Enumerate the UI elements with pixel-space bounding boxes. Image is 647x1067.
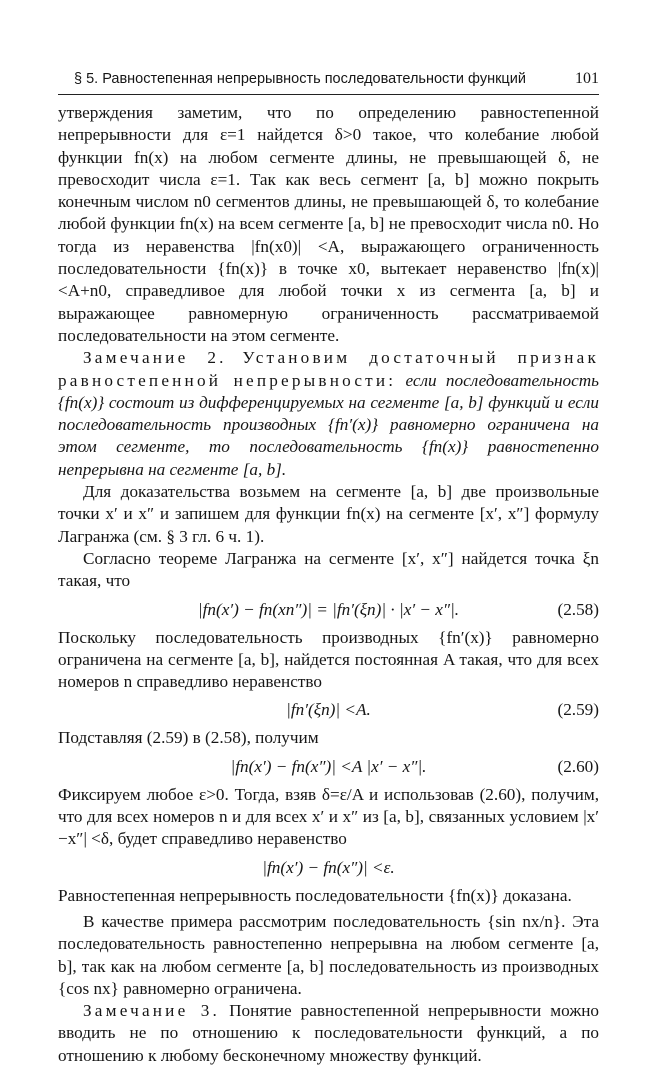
equation-2-59-expression: |fn′(ξn)| <A. — [286, 700, 371, 720]
remark-2-lead: Установим достаточный признак равностепенной непрерывности: — [58, 348, 600, 390]
page-number: 101 — [575, 70, 599, 87]
remark-3 — [58, 1000, 599, 1067]
proof-paragraph-3: Поскольку последовательность производных {fn′(x)} равномерно ограничена на сегменте [a, b], найдется постоянная A такая, что для всех номеров n справедливо неравенство — [58, 627, 599, 692]
proof-paragraph-6: Равностепенная непрерывность последовательности {fn(x)} доказана. — [58, 885, 572, 905]
page-header — [58, 64, 599, 95]
proof-paragraph-2: Согласно теореме Лагранжа на сегменте [x′, x″] найдется точка ξn такая, что — [58, 548, 599, 591]
equation-2-60 — [58, 750, 599, 784]
equation-final — [58, 851, 599, 885]
equation-2-59 — [58, 693, 599, 727]
equation-2-58-number: (2.58) — [557, 599, 599, 619]
remark-3-label: Замечание 3. — [83, 1001, 221, 1021]
proof-paragraph-4: Подставляя (2.59) в (2.58), получим — [58, 728, 319, 748]
equation-2-58-expression: |fn(x′) − fn(xn″)| = |fn′(ξn)| · |x′ − x″|. — [197, 599, 460, 619]
proof-paragraph-1: Для доказательства возьмем на сегменте [a, b] две произвольные точки x′ и x″ и запишем для функции fn(x) на сегменте [x′, x″] формулу Лагранжа (см. § 3 гл. 6 ч. 1). — [58, 482, 599, 546]
equation-2-60-number: (2.60) — [557, 756, 599, 776]
paragraph-proof-end: утверждения заметим, что по определению равностепенной непрерывности для ε=1 найдется δ>0 такое, что колебание любой функции fn(x) на любом сегменте длины, не превышающей δ, не превосходит числа ε=1. Так как весь сегмент [a, b] можно покрыть конечным числом n0 сегментов длины, не превышающей δ, то колебание любой функции fn(x) на всем сегменте [a, b] не превосходит числа n0. Но тогда из неравенства |fn(x0)| <A, выражающего ограниченность последовательности {fn(x)} в точке x0, вытекает неравенство |fn(x)| <A+n0, справедливое для любой точки x из сегмента [a, b] и выражающее равномерную ограниченность рассматриваемой последовательности на этом сегменте. — [58, 103, 599, 345]
example-paragraph: В качестве примера рассмотрим последовательность {sin nx/n}. Эта последовательность равностепенно непрерывна на любом сегменте [a, b], так как на любом сегменте [a, b] последовательность из производных {cos nx} равномерно ограничена. — [58, 911, 599, 998]
equation-2-60-expression: |fn(x′) − fn(x″)| <A |x′ − x″|. — [230, 756, 427, 776]
proof-paragraph-5: Фиксируем любое ε>0. Тогда, взяв δ=ε/A и использовав (2.60), получим, что для всех номеров n и для всех x′ и x″ из [a, b], связанных условием |x′−x″| <δ, будет справедливо неравенство — [58, 784, 599, 849]
remark-2-statement: если последовательность {fn(x)} состоит из дифференцируемых на сегменте [a, b] функций и если последовательность производных {fn′(x)} равномерно ограничена на этом сегменте, то последовательность {fn(x)} равностепенно непрерывна на сегменте [a, b]. — [58, 370, 599, 479]
page-body — [58, 102, 599, 1067]
running-title: § 5. Равностепенная непрерывность последовательности функций — [74, 71, 526, 87]
remark-2 — [58, 347, 599, 481]
equation-final-expression: |fn(x′) − fn(x″)| <ε. — [262, 857, 395, 877]
remark-2-label: Замечание 2. — [83, 348, 227, 368]
equation-2-59-number: (2.59) — [557, 700, 599, 720]
equation-2-58 — [58, 593, 599, 627]
remark-3-text: Понятие равностепенной непрерывности можно вводить не по отношению к последовательности функций, а по отношению к любому бесконечному множеству функций. — [58, 1001, 600, 1065]
